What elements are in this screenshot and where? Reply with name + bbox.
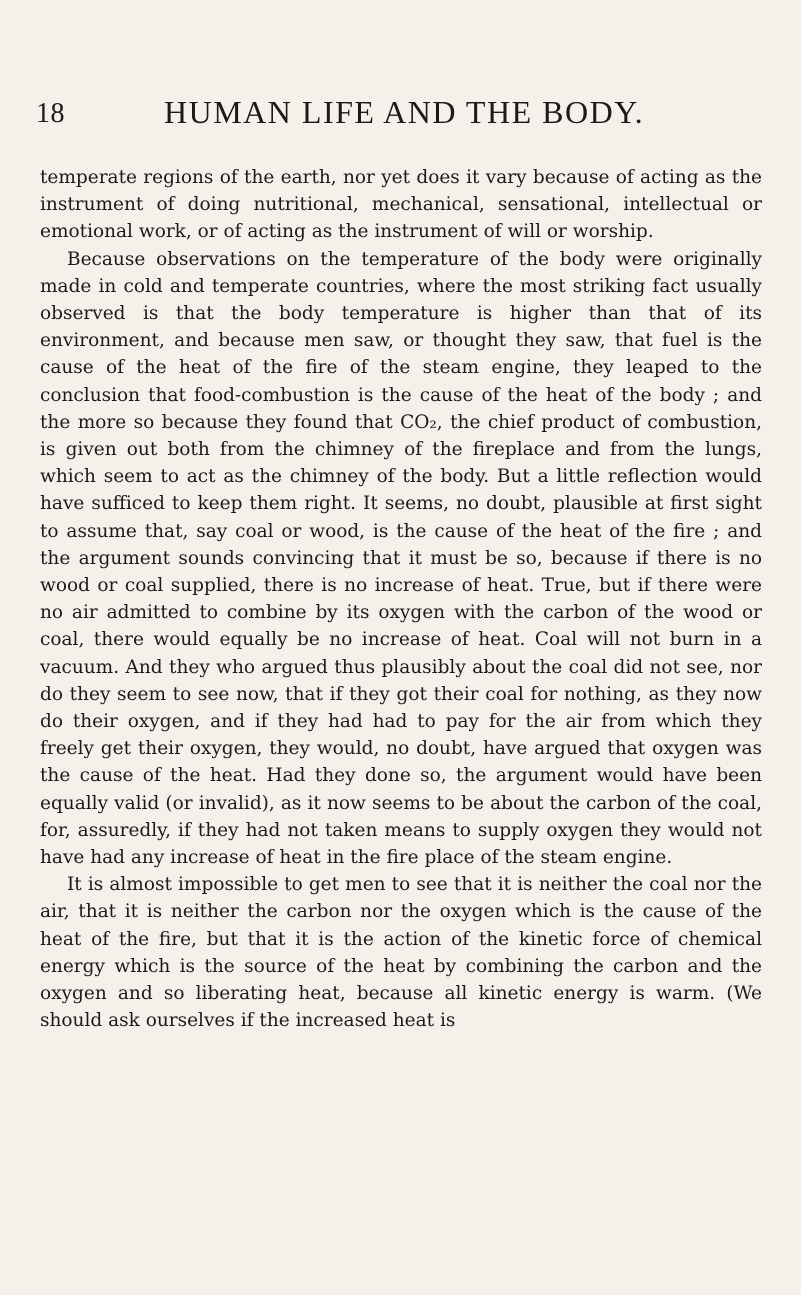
running-head (36, 94, 765, 138)
running-title: HUMAN LIFE AND THE BODY. (164, 94, 645, 130)
page-number: 18 (36, 98, 65, 129)
paragraph-kinetic-energy: It is almost impossible to get men to see that it is neither the coal nor the air, that it is neither the carbon nor the oxygen which is the cause of the heat of the fire, but that it is the action of the kinetic force of chemical energy which is the source of the heat by combining the carbon and the oxygen and so liberating heat, because all kinetic energy is warm. (We should ask ourselves if the increased heat is (40, 874, 762, 1032)
paragraph-continued: temperate regions of the earth, nor yet does it vary because of acting as the instrument of doing nutritional, mechanical, sensational, intellectual or emotional work, or of acting as the instrument of will or worship. (40, 167, 762, 243)
paragraph-body-temperature: Because observations on the temperature of the body were originally made in cold and temperate countries, where the most striking fact usually observed is that the body temperature is higher than that of its environment, and because men saw, or thought they saw, that fuel is the cause of the heat of the fire of the steam engine, they leaped to the conclusion that food-combustion is the cause of the heat of the body ; and the more so because they found that CO₂, the chief product of combustion, is given out both from the chimney of the fireplace and from the lungs, which seem to act as the chimney of the body. But a little reflection would have sufficed to keep them right. It seems, no doubt, plausible at first sight to assume that, say coal or wood, is the cause of the heat of the fire ; and the argument sounds convincing that it must be so, because if there is no wood or coal supplied, there is no increase of heat. True, but if there were no air admitted to combine by its oxygen with the carbon of the wood or coal, there would equally be no increase of heat. Coal will not burn in a vacuum. And they who argued thus plausibly about the coal did not see, nor do they seem to see now, that if they got their coal for nothing, as they now do their oxygen, and if they had had to pay for the air from which they freely get their oxygen, they would, no doubt, have argued that oxygen was the cause of the heat. Had they done so, the argument would have been equally valid (or invalid), as it now seems to be about the carbon of the coal, for, assuredly, if they had not taken means to supply oxygen they would not have had any increase of heat in the fire place of the steam engine. (40, 248, 762, 869)
body-text (40, 164, 762, 1035)
